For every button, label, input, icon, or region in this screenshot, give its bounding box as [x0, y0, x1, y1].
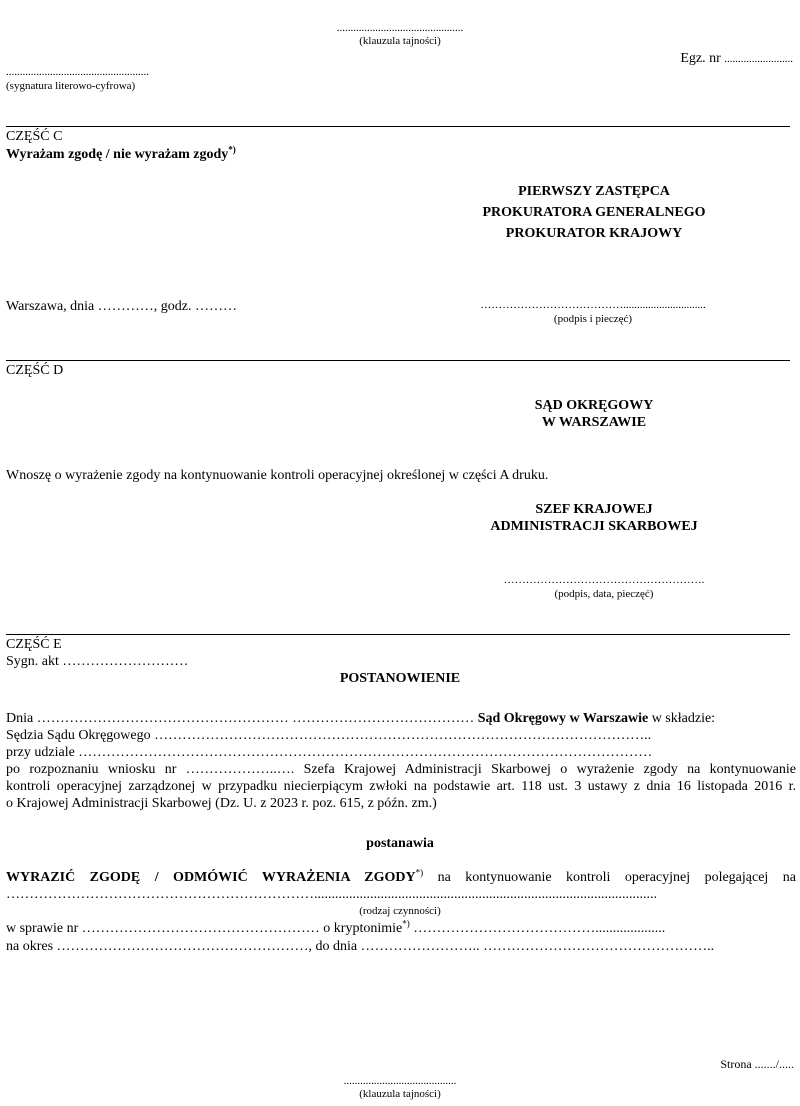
- part-d-authority-line-2: ADMINISTRACJI SKARBOWEJ: [490, 519, 698, 534]
- part-e-line-participation: przy udziale ……………………………………………………………………………………………………………: [6, 745, 653, 760]
- part-e-activity-label: (rodzaj czynności): [359, 905, 441, 917]
- part-e-case-line: [6, 920, 796, 937]
- part-c-heading: CZĘŚĆ C: [6, 129, 63, 144]
- divider-part-c: [6, 126, 790, 127]
- part-e-line-judge: Sędzia Sądu Okręgowego ……………………………………………………………………………………………..: [6, 728, 652, 743]
- part-c-authority-line-1: PIERWSZY ZASTĘPCA: [518, 184, 670, 199]
- part-e-decision-line: [6, 869, 796, 886]
- decision-rest: na kontynuowanie kontroli operacyjnej polegającej na: [437, 870, 796, 885]
- part-d-signature-dots: ……………………………………………….: [503, 574, 705, 586]
- part-c-signature-dots: …………………………………..............................: [480, 299, 706, 311]
- page-number: Strona ......./.....: [720, 1057, 794, 1071]
- divider-part-e: [6, 634, 790, 635]
- part-e-activity-dots: …………………………………………………………..................................................................................................: [6, 887, 657, 902]
- part-e-case-number: Sygn. akt ………………………: [6, 654, 189, 669]
- part-e-title: POSTANOWIENIE: [339, 671, 461, 686]
- case-line-text: w sprawie nr …………………………………………… o kryptonimie: [6, 921, 403, 936]
- classification-dots-top: ..............................................: [336, 22, 464, 34]
- copy-number-label: Egz. nr: [680, 51, 721, 66]
- classification-label-top: (klauzula tajności): [359, 35, 441, 47]
- part-e-paragraph-line-1: po rozpoznaniu wniosku nr ………………..…. Szefa Krajowej Administracji Skarbowej o wyrażenie zgody na kontynuowanie: [6, 762, 796, 777]
- case-line-dots: …………………………………....................: [413, 921, 666, 936]
- part-c-authority-line-2: PROKURATORA GENERALNEGO: [482, 205, 706, 220]
- part-d-authority-line-1: SZEF KRAJOWEJ: [535, 502, 653, 517]
- signature-dots: ....................................................: [6, 66, 149, 78]
- part-c-authority-line-3: PROKURATOR KRAJOWY: [505, 226, 683, 241]
- part-d-court-line-1: SĄD OKRĘGOWY: [534, 398, 654, 413]
- composition-label: w składzie:: [651, 711, 716, 726]
- part-c-consent-text: Wyrażam zgodę / nie wyrażam zgody: [6, 147, 229, 162]
- part-d-request: Wnoszę o wyrażenie zgody na kontynuowanie kontroli operacyjnej określonej w części A druku.: [6, 468, 549, 483]
- copy-number-dots: .........................: [724, 53, 793, 65]
- classification-label-bottom: (klauzula tajności): [359, 1088, 441, 1100]
- part-e-period-line: na okres ………………………………………………, do dnia …………………….. …………………………………………..: [6, 939, 715, 954]
- divider-part-d: [6, 360, 790, 361]
- part-e-line-date-court: [6, 710, 796, 727]
- part-c-signature-label: (podpis i pieczęć): [553, 313, 633, 325]
- classification-dots-bottom: .........................................: [343, 1075, 457, 1087]
- part-d-signature-label: (podpis, data, pieczęć): [554, 588, 654, 600]
- part-e-decides: postanawia: [366, 836, 434, 851]
- court-name: Sąd Okręgowy w Warszawie: [477, 711, 649, 726]
- decision-text: WYRAZIĆ ZGODĘ / ODMÓWIĆ WYRAŻENIA ZGODY: [6, 870, 416, 885]
- part-c-place-date: Warszawa, dnia …………, godz. ………: [6, 299, 237, 314]
- copy-number: [600, 50, 793, 67]
- decision-footnote-mark: *): [415, 867, 424, 878]
- part-d-court-line-2: W WARSZAWIE: [541, 415, 647, 430]
- case-line-footnote-mark: *): [402, 918, 410, 929]
- part-e-paragraph-line-3: o Krajowej Administracji Skarbowej (Dz. U. z 2023 r. poz. 615, z późn. zm.): [6, 796, 437, 811]
- signature-label: (sygnatura literowo-cyfrowa): [6, 80, 136, 92]
- date-court-dots: Dnia ……………………………………………… …………………………………: [6, 711, 475, 726]
- part-d-heading: CZĘŚĆ D: [6, 363, 64, 378]
- part-e-paragraph-line-2: kontroli operacyjnej zarządzonej w przypadku niecierpiącym zwłoki na podstawie art. 118 ust. 3 ustawy z dnia 16 listopada 2016 r.: [6, 779, 796, 794]
- part-c-consent: [6, 146, 236, 163]
- footnote-mark: *): [228, 144, 236, 155]
- part-e-heading: CZĘŚĆ E: [6, 637, 62, 652]
